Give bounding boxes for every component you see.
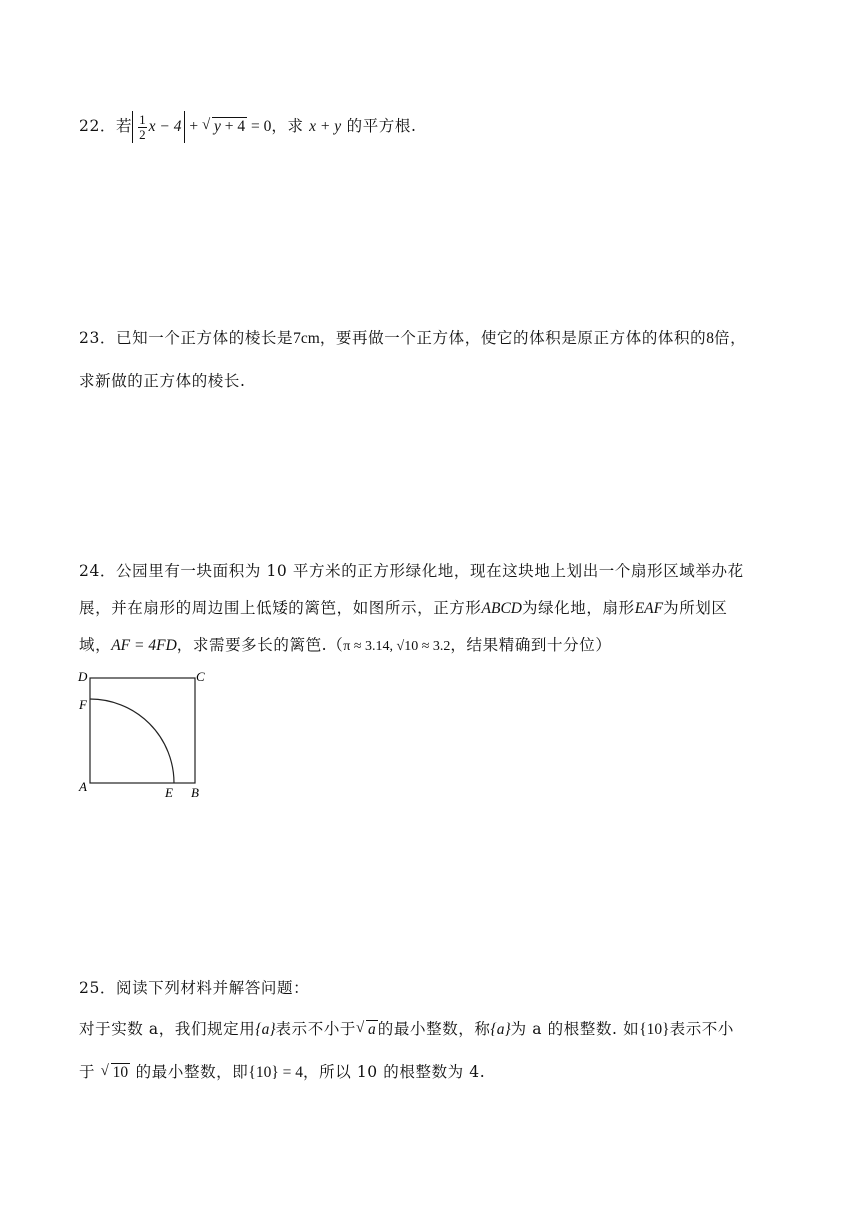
question-text: 为绿化地，扇形: [521, 599, 635, 617]
label-e: E: [165, 785, 173, 800]
question-text: 的平方根.: [346, 117, 417, 135]
question-text: 阅读下列材料并解答问题：: [116, 979, 310, 997]
question-text: 表示不小于: [275, 1020, 357, 1038]
question-text: 的最小整数，即: [135, 1063, 249, 1081]
question-22: [79, 108, 781, 145]
question-23: [79, 320, 781, 400]
brace-a-2: {a}: [490, 1021, 511, 1038]
question-25-line-1: [79, 1011, 781, 1048]
sqrt-a: √ a: [356, 1011, 378, 1048]
question-23-line-2: 求新做的正方体的棱长.: [79, 372, 246, 390]
question-text: ，求: [271, 117, 304, 135]
equation: $\frac{1}{2}$ x − 4 + √ y + 4 = 0: [132, 118, 271, 135]
question-23-line-1: [79, 320, 781, 357]
square-abcd: [90, 678, 195, 783]
question-22-line: [79, 108, 781, 145]
question-text: 表示不小: [669, 1020, 735, 1038]
question-text: 对于实数 a，我们规定用: [79, 1020, 256, 1038]
question-text: 的最小整数，称: [377, 1020, 491, 1038]
question-text: ，要再做一个正方体，使它的体积是原正方体的体积的: [319, 329, 707, 347]
question-text: ，求需要多长的篱笆.（: [176, 636, 344, 654]
question-number: 25．: [79, 979, 117, 997]
label-a: A: [79, 779, 87, 794]
label-b: B: [191, 785, 199, 800]
brace-10: {10}: [639, 1021, 670, 1038]
label-f: F: [79, 697, 87, 712]
question-text: ，所以 10 的根整数为 4.: [303, 1063, 486, 1081]
question-24-line-3: [79, 627, 781, 665]
question-text: 于: [79, 1063, 96, 1081]
edge-length: 7cm: [293, 330, 320, 347]
question-text: 为 a 的根整数. 如: [510, 1020, 640, 1038]
sector-name: EAF: [634, 600, 664, 617]
square-name: ABCD: [481, 600, 522, 617]
question-text: 域，: [79, 636, 112, 654]
question-number: 22．: [79, 117, 117, 135]
question-24-line-1: [79, 553, 781, 590]
condition: AF = 4FD: [111, 637, 177, 654]
volume-multiple: 8: [706, 330, 714, 347]
label-d: D: [78, 669, 88, 684]
question-number: 24．: [79, 562, 117, 580]
question-text: 若: [116, 117, 133, 135]
label-c: C: [196, 669, 205, 684]
equation-10: {10} = 4: [248, 1064, 303, 1081]
question-25-title: [79, 970, 781, 1007]
question-number: 23．: [79, 329, 117, 347]
question-text: 倍，: [713, 329, 747, 347]
expression: x + y: [309, 118, 342, 135]
question-25-line-2: [79, 1054, 781, 1091]
question-text: 已知一个正方体的棱长是: [116, 329, 294, 347]
approximation: π ≈ 3.14, √10 ≈ 3.2: [343, 639, 451, 654]
square-sector-figure: [76, 668, 211, 803]
brace-a: {a}: [255, 1021, 276, 1038]
question-25: [79, 970, 781, 1091]
question-24-line-2: [79, 590, 781, 627]
question-text: 为所划区: [663, 599, 728, 617]
sqrt-10: √ 10: [101, 1054, 131, 1091]
sector-arc: [90, 699, 174, 783]
question-24: [79, 553, 781, 665]
question-text: 公园里有一块面积为 10 平方米的正方形绿化地，现在这块地上划出一个扇形区域举办花: [116, 562, 744, 580]
question-text: 展，并在扇形的周边围上低矮的篱笆，如图所示，正方形: [79, 599, 482, 617]
question-text: ，结果精确到十分位）: [450, 636, 612, 654]
